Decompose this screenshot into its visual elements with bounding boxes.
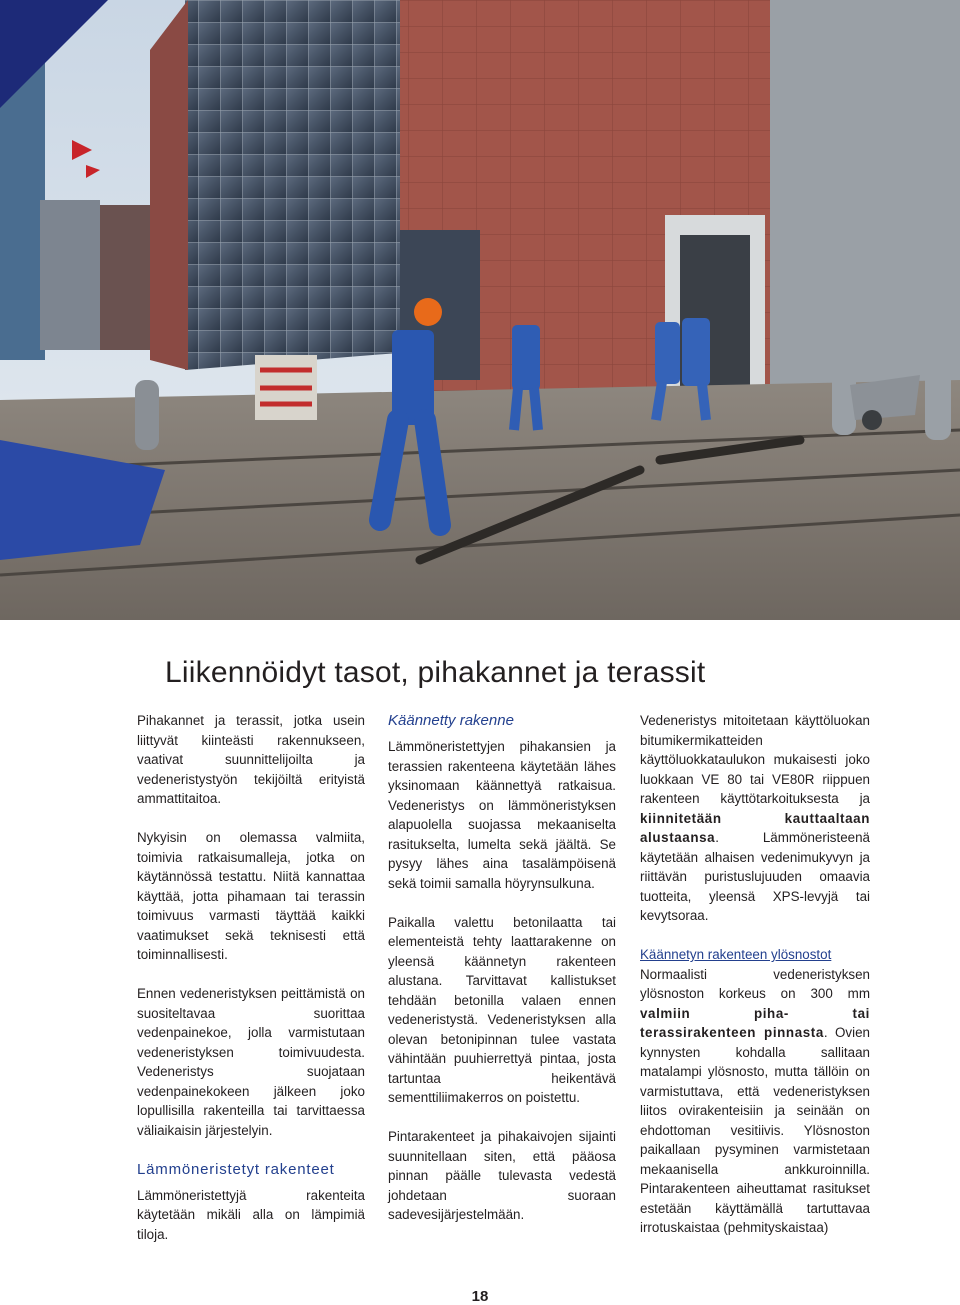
text-column-2 [388,711,616,1244]
text-column-1 [137,711,365,1264]
paragraph: Lämmöneristettyjä rakenteita käytetään mikäli alla on lämpimiä tiloja. [137,1187,365,1242]
background-building [100,205,150,350]
section-heading: Lämmöneristetyt rakenteet [137,1160,335,1178]
building-edge [150,0,188,370]
text-run: Vedeneristys mitoitetaan käyttöluokan bitumikermikatteiden käyttöluokkataulukon mukaisesti joko luokkaan VE 80 tai VE80R riippuen rakenteen käyttötarkoituksesta ja [640,713,870,806]
paragraph: Nykyisin on olemassa valmiita, toimivia ratkaisumalleja, jotka on käytännössä testattu. Niitä kannattaa käyttää, jotta pihamaan tai terassin toimivuus varmasti täyttää kaikki vaatimukset sekä teknisesti että toiminnallisesti. [137,830,365,962]
roofing-photo [0,0,960,620]
worker-distant [512,325,540,390]
text-run: . Ovien kynnysten kohdalla sallitaan matalampi ylösnosto, mutta tällöin on varmistuttava, että vedeneristyksen liitos ovirakenteisiin ja seinään on ehdottoman vesitiivis. Ylösnoston paikallaan pysyminen varmistetaan mekaanisella ankkuroinnilla. Pintarakenteen aiheuttamat rasitukset estetään käyttämällä tartuttavaa irrotuskaistaa (pehmityskaistaa) [640,1025,870,1235]
page-headline: Liikennöidyt tasot, pihakannet ja terassit [165,656,706,689]
worker-distant [682,318,710,386]
roofing-scene [0,0,960,620]
wheel [862,410,882,430]
text-column-3 [640,711,870,1257]
background-building [40,200,100,350]
gas-bottle [135,380,159,450]
page-number: 18 [471,1288,489,1305]
emphasis-text: valmiin piha- tai terassirakenteen pinnasta [640,1005,870,1040]
paragraph [640,965,870,1238]
corner-triangle [0,0,108,108]
paragraph: Ennen vedeneristyksen peittämistä on suositeltavaa suorittaa vedenpainekoe, jolla varmistutaan vedeneristyksen toimivuudesta. Vedeneristys suojataan vedenpainekokeen jälkeen joko lopullisilla rakenteilla tai tarvittaessa väliaikaisin järjestelyin. [137,986,365,1138]
worker-helmet [414,298,442,326]
worker-distant [655,322,680,384]
section-heading: Käännetty rakenne [388,712,514,729]
paragraph: Pihakannet ja terassit, jotka usein liittyvät kiinteästi rakennukseen, vaativat suunnittelijoilta ja vedeneristystyön tekijöiltä erityistä ammattitaitoa. [137,713,365,806]
text-run: . Lämmöneristeenä käytetään alhaisen vedenimukyvyn ja riittävän puristuslujuuden omaavia tuotteita, yleensä XPS-levyjä tai kevytsoraa. [640,830,870,923]
text-run: Normaalisti vedeneristyksen ylösnoston korkeus on 300 mm [640,966,870,1001]
paragraph: Pintarakenteet ja pihakaivojen sijainti suunnitellaan siten, että pääosa pinnan päälle tulevasta vedestä johdetaan suoraan sadevesijärjestelmään. [388,1129,616,1222]
subheading: Käännetyn rakenteen ylösnostot [640,947,832,962]
paragraph: Paikalla valettu betonilaatta tai elementeistä tehty laattarakenne on yleensä käännetyn rakenteen alustana. Tarvittavat kallistukset tehdään betonilla valaen ennen vedeneristystä. Vedeneristyksen alla olevan betonipinnan tulee vastata vähintään puuhierrettyä pintaa, josta tartuntaa heikentävä sementtiliimakerros on poistettu. [388,914,616,1105]
paragraph: Lämmöneristettyjen pihakansien ja terassien rakenteena käytetään lähes yksinomaan käännettyä ratkaisua. Vedeneristys on lämmöneristyksen alapuolella suojassa mekaaniselta rasitukselta, lumelta sekä jäältä. Se pysyy lähes aina tasalämpöisenä sekä toimii samalla höyrynsulkuna. [388,739,616,891]
paragraph [640,711,870,926]
gas-bottle [925,345,951,440]
emphasis-text: kiinnitetään kauttaaltaan alustaansa [640,810,870,845]
